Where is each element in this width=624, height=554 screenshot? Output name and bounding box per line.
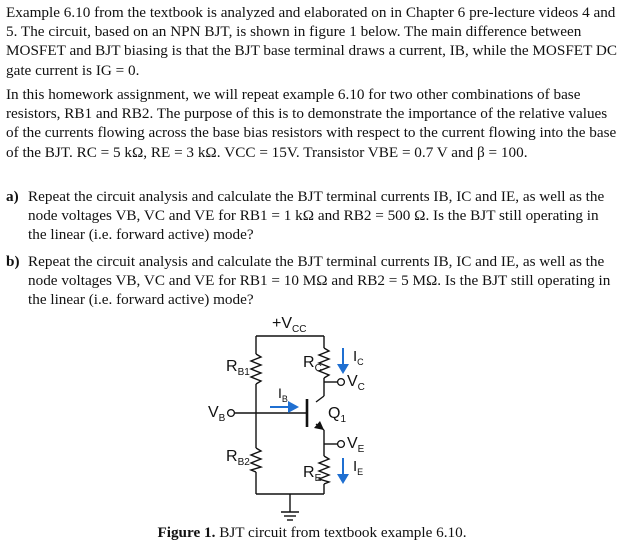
node-vb (228, 410, 235, 417)
label-rb2: $R_{B2}$ (226, 448, 250, 468)
intro-paragraph-1: Example 6.10 from the textbook is analyzed and elaborated on in Chapter 6 pre-lecture videos 4 and 5. The circuit, based on an NPN BJT, is shown in figure 1 below. The main difference between MOSFET and BJT biasing is that the BJT base terminal draws a current, IB, while the MOSFET DC gate current is IG = 0. (6, 4, 617, 79)
node-vc (338, 379, 345, 386)
node-ve (338, 441, 345, 448)
label-rb1: $R_{B1}$ (226, 358, 250, 378)
current-arrow-ie (337, 458, 349, 484)
figure-caption (0, 524, 624, 542)
intro-paragraph-2: In this homework assignment, we will repeat example 6.10 for two other combinations of base resistors, RB1 and RB2. The purpose of this is to demonstrate the importance of the relative values of the currents flowing across the base bias resistors with respect to the current flowing into the base of the BJT. RC = 5 kΩ, RE = 3 kΩ. VCC = 15V. Transistor VBE = 0.7 V and β = 100. (6, 86, 617, 161)
figure-caption-text: BJT circuit from textbook example 6.10. (219, 524, 467, 541)
label-ie: $I_E$ (353, 458, 364, 477)
label-ic: $I_C$ (353, 348, 364, 367)
question-a-text: Repeat the circuit analysis and calculate the BJT terminal currents IB, IC and IE, as well as the node voltages VB, VC and VE for RB1 = 1 kΩ and RB2 = 500 Ω. Is the BJT still operating in the linear (i.e. forward active) mode? (28, 188, 605, 244)
label-vc: $V_C$ (347, 373, 365, 393)
label-ve: $V_E$ (347, 435, 365, 455)
label-ib: $I_B$ (278, 385, 288, 404)
label-vcc: $+V_{CC}$ (272, 315, 307, 335)
resistor-rb2 (251, 448, 261, 472)
question-b-label: b) (6, 253, 20, 270)
current-arrow-ic (337, 348, 349, 374)
label-vb: $V_B$ (208, 404, 226, 424)
resistor-rb1 (251, 354, 261, 384)
transistor-q1 (307, 399, 324, 430)
question-b-text: Repeat the circuit analysis and calculate the BJT terminal currents IB, IC and IE, as well as the node voltages VB, VC and VE for RB1 = 10 MΩ and RB2 = 5 MΩ. Is the BJT still operating in the linear (i.e. forward active) mode? (28, 253, 611, 309)
label-rc: $R_C$ (303, 354, 322, 374)
label-re: $R_E$ (303, 464, 322, 484)
question-a-label: a) (6, 188, 19, 205)
figure-caption-label: Figure 1. (157, 524, 216, 541)
label-q1: $Q_1$ (328, 405, 347, 425)
